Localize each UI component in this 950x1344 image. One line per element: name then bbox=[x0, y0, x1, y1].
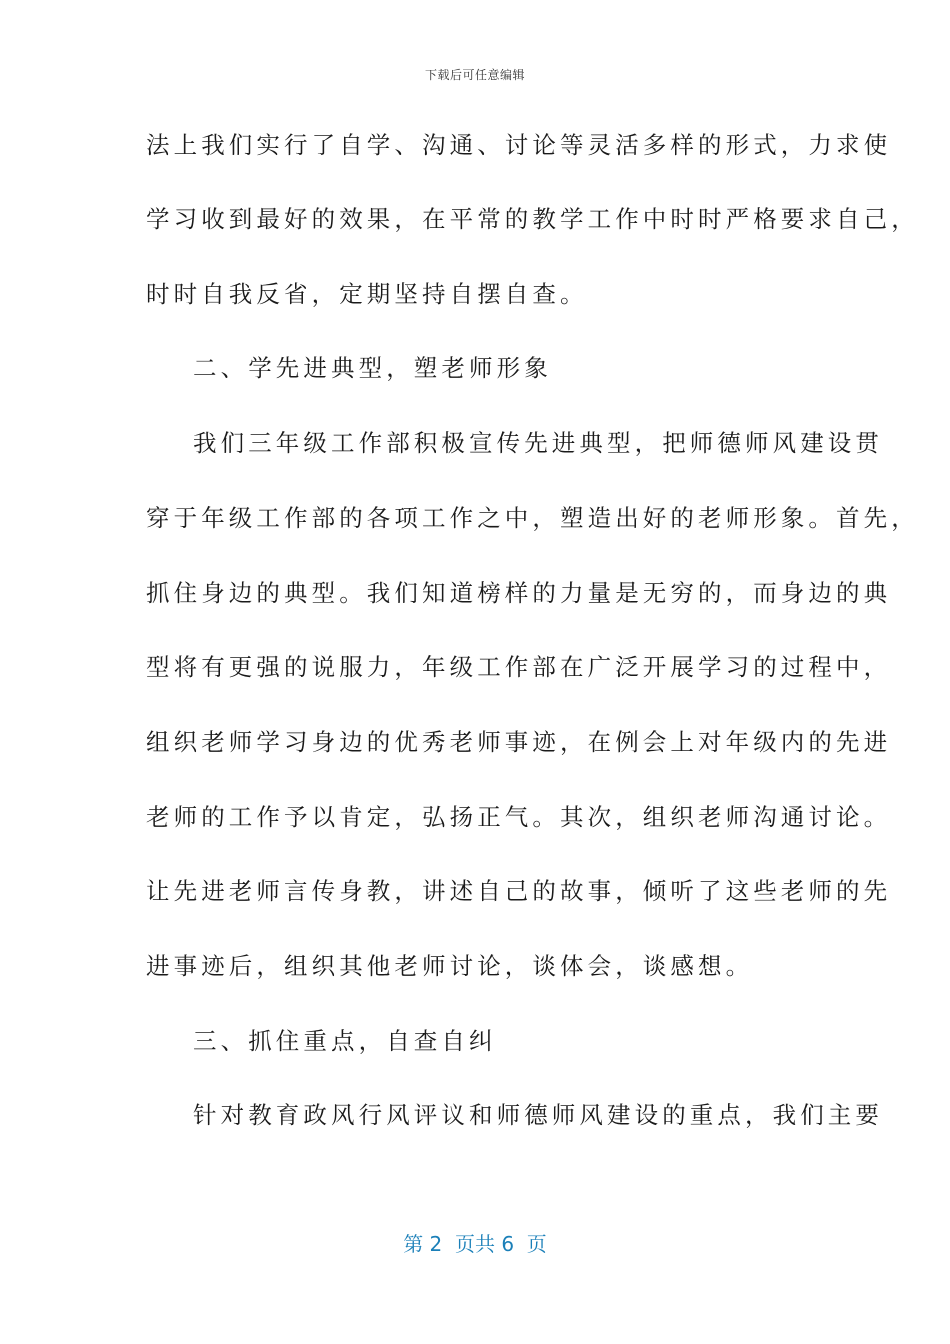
body-line-9: 组织老师学习身边的优秀老师事迹，在例会上对年级内的先进 bbox=[146, 728, 892, 756]
body-line-2: 学习收到最好的效果，在平常的教学工作中时时严格要求自己， bbox=[146, 205, 919, 233]
body-line-10: 老师的工作予以肯定，弘扬正气。其次，组织老师沟通讨论。 bbox=[146, 803, 892, 831]
body-line-7: 抓住身边的典型。我们知道榜样的力量是无穷的，而身边的典 bbox=[146, 579, 892, 607]
section-heading-2: 二、学先进典型，塑老师形象 bbox=[193, 354, 552, 382]
body-line-14: 针对教育政风行风评议和师德师风建设的重点，我们主要 bbox=[193, 1101, 883, 1129]
page-header: 下载后可任意编辑 bbox=[424, 68, 525, 82]
page-footer: 第 2 页共 6 页 bbox=[403, 1232, 547, 1256]
body-line-1: 法上我们实行了自学、沟通、讨论等灵活多样的形式，力求使 bbox=[146, 131, 892, 159]
body-line-5: 我们三年级工作部积极宣传先进典型，把师德师风建设贯 bbox=[193, 429, 883, 457]
body-line-8: 型将有更强的说服力，年级工作部在广泛开展学习的过程中， bbox=[146, 653, 892, 681]
body-line-3: 时时自我反省，定期坚持自摆自查。 bbox=[146, 280, 588, 308]
section-heading-3: 三、抓住重点，自查自纠 bbox=[193, 1027, 497, 1055]
body-line-6: 穿于年级工作部的各项工作之中，塑造出好的老师形象。首先， bbox=[146, 504, 919, 532]
body-line-11: 让先进老师言传身教，讲述自己的故事，倾听了这些老师的先 bbox=[146, 877, 892, 905]
body-line-12: 进事迹后，组织其他老师讨论，谈体会，谈感想。 bbox=[146, 952, 754, 980]
